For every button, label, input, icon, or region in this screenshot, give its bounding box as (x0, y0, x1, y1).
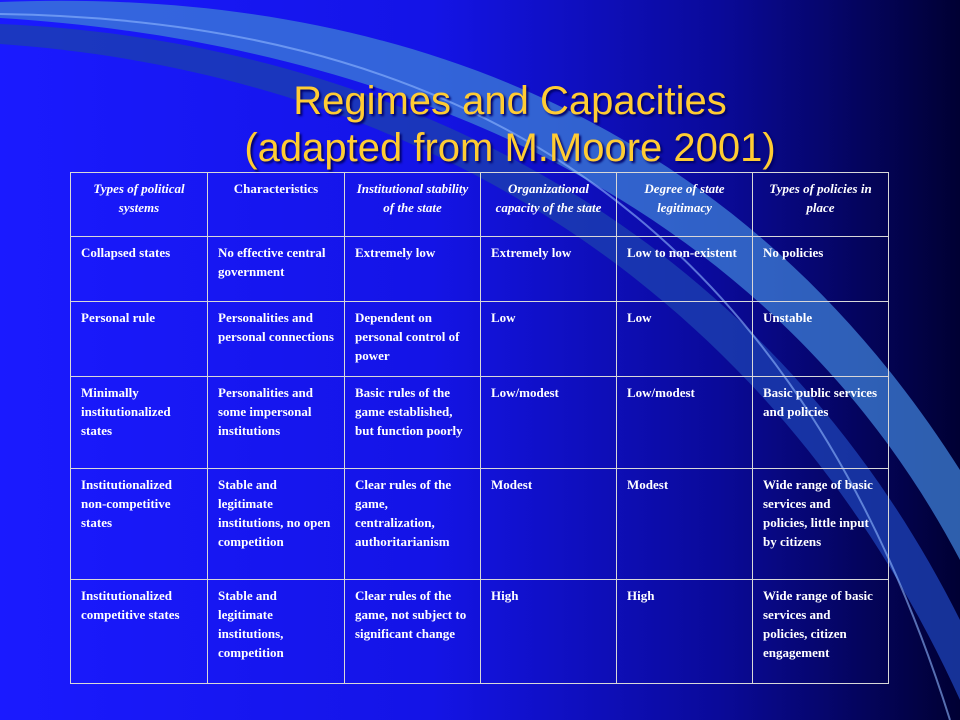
table-cell: Low (617, 302, 753, 377)
table-cell: No effective central government (208, 237, 345, 302)
table-row (71, 377, 889, 469)
table-cell: Low/modest (481, 377, 617, 469)
table-cell: Extremely low (481, 237, 617, 302)
table-cell: Low/modest (617, 377, 753, 469)
table-cell: Unstable (753, 302, 889, 377)
header-political-systems: Types of political systems (71, 173, 208, 237)
title-line-2: (adapted from M.Moore 2001) (244, 126, 776, 170)
table-cell: High (617, 580, 753, 684)
table-cell: Clear rules of the game, centralization, authoritarianism (345, 469, 481, 580)
table-cell: Basic public services and policies (753, 377, 889, 469)
table-cell: Stable and legitimate institutions, competition (208, 580, 345, 684)
table-cell: Personalities and personal connections (208, 302, 345, 377)
regimes-table (70, 172, 889, 684)
table-cell: Extremely low (345, 237, 481, 302)
table-cell: Basic rules of the game established, but function poorly (345, 377, 481, 469)
table-row (71, 302, 889, 377)
table-cell: Modest (481, 469, 617, 580)
table-row (71, 580, 889, 684)
table-cell: Personalities and some impersonal institutions (208, 377, 345, 469)
table-row (71, 469, 889, 580)
table-cell: Stable and legitimate institutions, no open competition (208, 469, 345, 580)
table-cell: Institutionalized non-competitive states (71, 469, 208, 580)
header-characteristics: Characteristics (208, 173, 345, 237)
slide-title (150, 78, 870, 172)
table-cell: Low (481, 302, 617, 377)
table-header-row (71, 173, 889, 237)
table-cell: High (481, 580, 617, 684)
header-organizational-capacity: Organizational capacity of the state (481, 173, 617, 237)
table-cell: Wide range of basic services and policies, little input by citizens (753, 469, 889, 580)
table-cell: Minimally institutionalized states (71, 377, 208, 469)
table-cell: Clear rules of the game, not subject to significant change (345, 580, 481, 684)
title-line-1: Regimes and Capacities (293, 79, 727, 123)
table-row (71, 237, 889, 302)
table-cell: Institutionalized competitive states (71, 580, 208, 684)
table-cell: Personal rule (71, 302, 208, 377)
table-cell: Low to non-existent (617, 237, 753, 302)
header-policies: Types of policies in place (753, 173, 889, 237)
table-cell: No policies (753, 237, 889, 302)
header-state-legitimacy: Degree of state legitimacy (617, 173, 753, 237)
table-cell: Collapsed states (71, 237, 208, 302)
table-cell: Dependent on personal control of power (345, 302, 481, 377)
header-institutional-stability: Institutional stability of the state (345, 173, 481, 237)
table-cell: Modest (617, 469, 753, 580)
table-cell: Wide range of basic services and policies, citizen engagement (753, 580, 889, 684)
